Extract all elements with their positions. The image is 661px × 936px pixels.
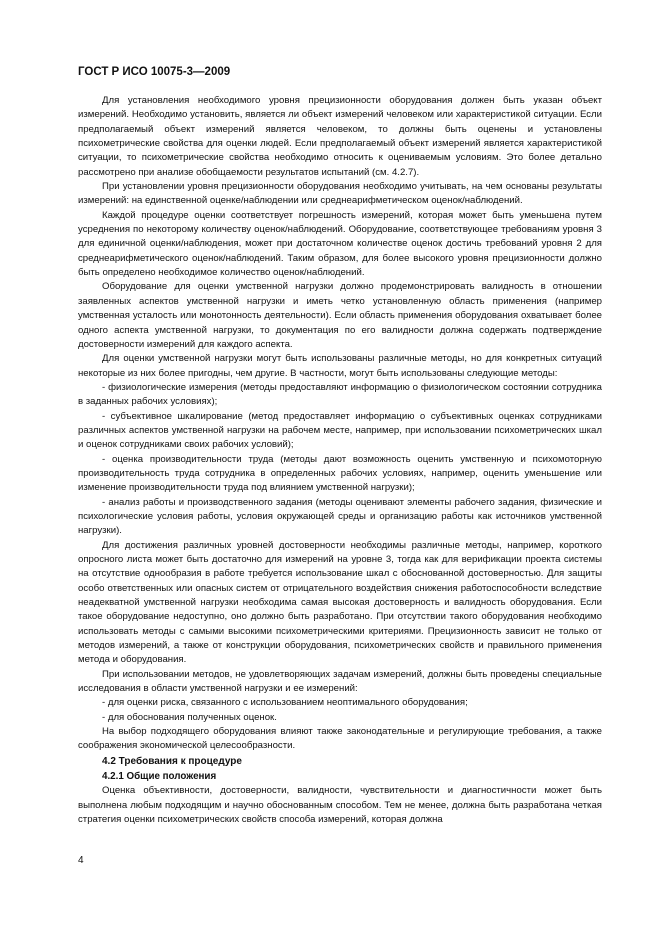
paragraph: На выбор подходящего оборудования влияют также законодательные и регулирующие требования, а также соображения экономической целесообразности. bbox=[78, 726, 602, 752]
paragraph: При установлении уровня прецизионности оборудования необходимо учитывать, на чем основаны результаты измерений: на единственной оценке/наблюдении или среднеарифметическом оценок/наблюдений. bbox=[78, 181, 602, 207]
paragraph: Для оценки умственной нагрузки могут быть использованы различные методы, но для конкретных ситуаций некоторые из них более пригодны, чем другие. В частности, могут быть использованы следующие методы: bbox=[78, 353, 602, 379]
subsection-heading: 4.2.1 Общие положения bbox=[102, 771, 217, 783]
document-header: ГОСТ Р ИСО 10075-3—2009 bbox=[78, 66, 231, 78]
section-heading: 4.2 Требования к процедуре bbox=[102, 755, 242, 767]
list-item: - субъективное шкалирование (метод предоставляет информацию о субъективных оценках сотрудниками различных аспектов умственной нагрузки на рабочем месте, например, при использовании психометрических шкал и оценок сотрудниками своих рабочих условий); bbox=[78, 410, 602, 451]
paragraph: Оценка объективности, достоверности, валидности, чувствительности и диагностичности может быть выполнена любым подходящим и научно обоснованным способом. Тем не менее, должна быть разработана четкая стратегия оценки психометрических свойств способа измерений, которая должна bbox=[78, 785, 602, 825]
paragraph: При использовании методов, не удовлетворяющих задачам измерений, должны быть проведены специальные исследования в области умственной нагрузки и ее измерений: bbox=[78, 668, 602, 695]
paragraph: Каждой процедуре оценки соответствует погрешность измерений, которая может быть уменьшена путем усреднения по некоторому количеству оценок/наблюдений. Оборудование, соответствующее требованиям уровня 3 для единичной оценки/наблюдения, может при достаточном количестве оценок достичь требований уровня 2 для среднеарифметического оценок/наблюдений. Таким образом, для более высокого уровня прецизионности должно быть определено необходимое количество оценок/наблюдений. bbox=[78, 209, 602, 279]
list-item: - физиологические измерения (методы предоставляют информацию о физиологическом состоянии сотрудника в заданных рабочих условиях); bbox=[78, 381, 602, 408]
list-item: - для обоснования полученных оценок. bbox=[102, 711, 277, 723]
paragraph: Для достижения различных уровней достоверности необходимы различные методы, например, короткого опросного листа может быть достаточно для измерений на уровне 3, тогда как для верификации проекта системы на отсутствие однообразия в работе требуется использование шкал с обоснованной достоверностью. Для защиты особо ответственных или опасных систем от отрицательного воздействия снижения работоспособности вследствие неадекватной умственной нагрузки необходима самая высокая достоверность и валидность оборудования. Если такое оборудование недоступно, оно должно быть разработано. При отсутствии такого оборудования необходимо использовать методы с самыми высокими психометрическими критериями. Прецизионность зависит не только от методов измерений, а также от конструкции оборудования, психометрических свойств и правильного применения метода и оборудования. bbox=[78, 539, 602, 666]
paragraph: Оборудование для оценки умственной нагрузки должно продемонстрировать валидность в отношении заявленных аспектов умственной нагрузки и иметь четко установленную область применения (например умственная усталость или монотонность деятельности). Если область применения оборудования охватывает более одного аспекта умственной нагрузки, то документация по его валидности должна содержать подтверждение достоверности измерений для каждого аспекта. bbox=[78, 281, 602, 350]
paragraph: Для установления необходимого уровня прецизионности оборудования должен быть указан объект измерений. Необходимо установить, является ли объект измерений человеком или характеристикой ситуации. Если предполагаемый объект измерений является человеком, то должны быть оценены и установлены психометрические свойства для оценки людей. Если предполагаемый объект измерений является характеристикой ситуации, то психометрические свойства необходимо относить к оцениваемым условиям. Это более детально рассмотрено при анализе обобщаемости результатов испытаний (см. 4.2.7). bbox=[78, 95, 602, 178]
list-item: - оценка производительности труда (методы дают возможность оценить умственную и психомоторную производительность труда сотрудника в определенных рабочих условиях, например, оценить уменьшение или изменение производительности труда под влиянием умственной нагрузки); bbox=[78, 453, 602, 494]
document-body bbox=[78, 94, 602, 827]
list-item: - для оценки риска, связанного с использованием неоптимального оборудования; bbox=[102, 697, 468, 709]
page-number: 4 bbox=[78, 855, 84, 866]
list-item: - анализ работы и производственного задания (методы оценивают элементы рабочего задания, физические и психологические условия работы, условия окружающей среды и организацию работы как источников умственной нагрузки). bbox=[78, 496, 602, 537]
